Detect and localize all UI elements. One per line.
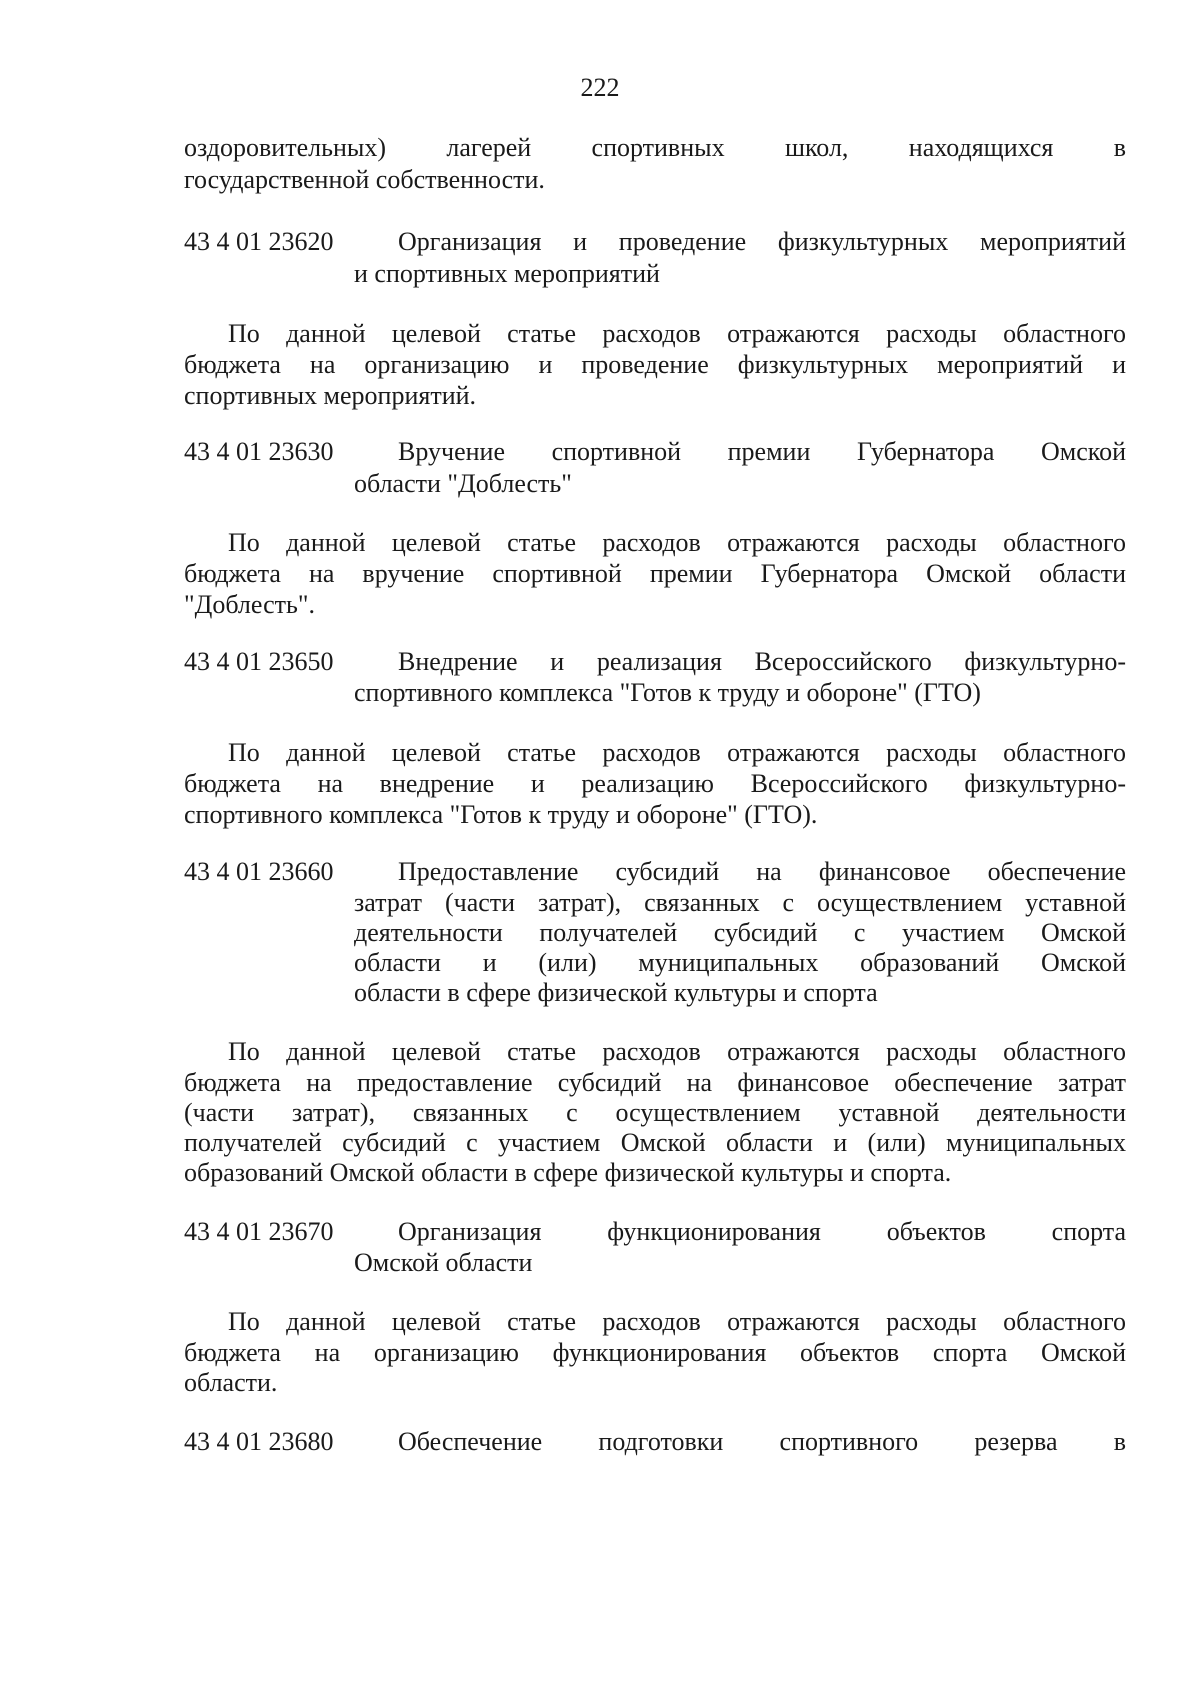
item-desc-line: По данной целевой статье расходов отражаются расходы областного — [228, 528, 1126, 557]
item-title-line: области в сфере физической культуры и спорта — [354, 978, 878, 1007]
item-title-line: Вручение спортивной премии Губернатора Омской — [398, 437, 1126, 466]
item-title-line: спортивного комплекса "Готов к труду и обороне" (ГТО) — [354, 678, 981, 707]
item-title-line: области "Доблесть" — [354, 469, 572, 498]
item-desc-line: По данной целевой статье расходов отражаются расходы областного — [228, 1307, 1126, 1336]
item-desc-line: образований Омской области в сфере физической культуры и спорта. — [184, 1158, 952, 1187]
item-desc-line: бюджета на вручение спортивной премии Губернатора Омской области — [184, 559, 1126, 588]
item-title-line: области и (или) муниципальных образований Омской — [354, 948, 1126, 977]
item-title-line: затрат (части затрат), связанных с осуществлением уставной — [354, 888, 1126, 917]
item-title-line: Омской области — [354, 1248, 533, 1277]
item-desc-line: По данной целевой статье расходов отражаются расходы областного — [228, 1037, 1126, 1066]
item-title-line: Предоставление субсидий на финансовое обеспечение — [398, 857, 1126, 886]
item-title-line: Внедрение и реализация Всероссийского физкультурно- — [398, 647, 1126, 676]
item-desc-line: спортивных мероприятий. — [184, 381, 477, 410]
item-title-line: Обеспечение подготовки спортивного резерва в — [398, 1427, 1126, 1456]
intro-line: оздоровительных) лагерей спортивных школ, находящихся в — [184, 133, 1126, 162]
item-desc-line: получателей субсидий с участием Омской области и (или) муниципальных — [184, 1128, 1126, 1157]
item-code: 43 4 01 23680 — [184, 1427, 334, 1456]
item-code: 43 4 01 23630 — [184, 437, 334, 466]
item-desc-line: По данной целевой статье расходов отражаются расходы областного — [228, 738, 1126, 767]
item-desc-line: (части затрат), связанных с осуществлением уставной деятельности — [184, 1098, 1126, 1127]
item-desc-line: спортивного комплекса "Готов к труду и обороне" (ГТО). — [184, 800, 818, 829]
item-title-line: деятельности получателей субсидий с участием Омской — [354, 918, 1126, 947]
item-desc-line: "Доблесть". — [184, 590, 315, 619]
item-desc-line: По данной целевой статье расходов отражаются расходы областного — [228, 319, 1126, 348]
item-code: 43 4 01 23660 — [184, 857, 334, 886]
item-code: 43 4 01 23670 — [184, 1217, 334, 1246]
item-title-line: Организация и проведение физкультурных мероприятий — [398, 227, 1126, 256]
item-title-line: и спортивных мероприятий — [354, 259, 660, 288]
item-desc-line: бюджета на организацию и проведение физкультурных мероприятий и — [184, 350, 1126, 379]
item-desc-line: бюджета на организацию функционирования объектов спорта Омской — [184, 1338, 1126, 1367]
item-title-line: Организация функционирования объектов спорта — [398, 1217, 1126, 1246]
item-desc-line: бюджета на внедрение и реализацию Всероссийского физкультурно- — [184, 769, 1126, 798]
page-number: 222 — [580, 73, 620, 102]
item-code: 43 4 01 23650 — [184, 647, 334, 676]
item-desc-line: бюджета на предоставление субсидий на финансовое обеспечение затрат — [184, 1068, 1126, 1097]
item-desc-line: области. — [184, 1368, 278, 1397]
intro-line: государственной собственности. — [184, 165, 545, 194]
item-code: 43 4 01 23620 — [184, 227, 334, 256]
